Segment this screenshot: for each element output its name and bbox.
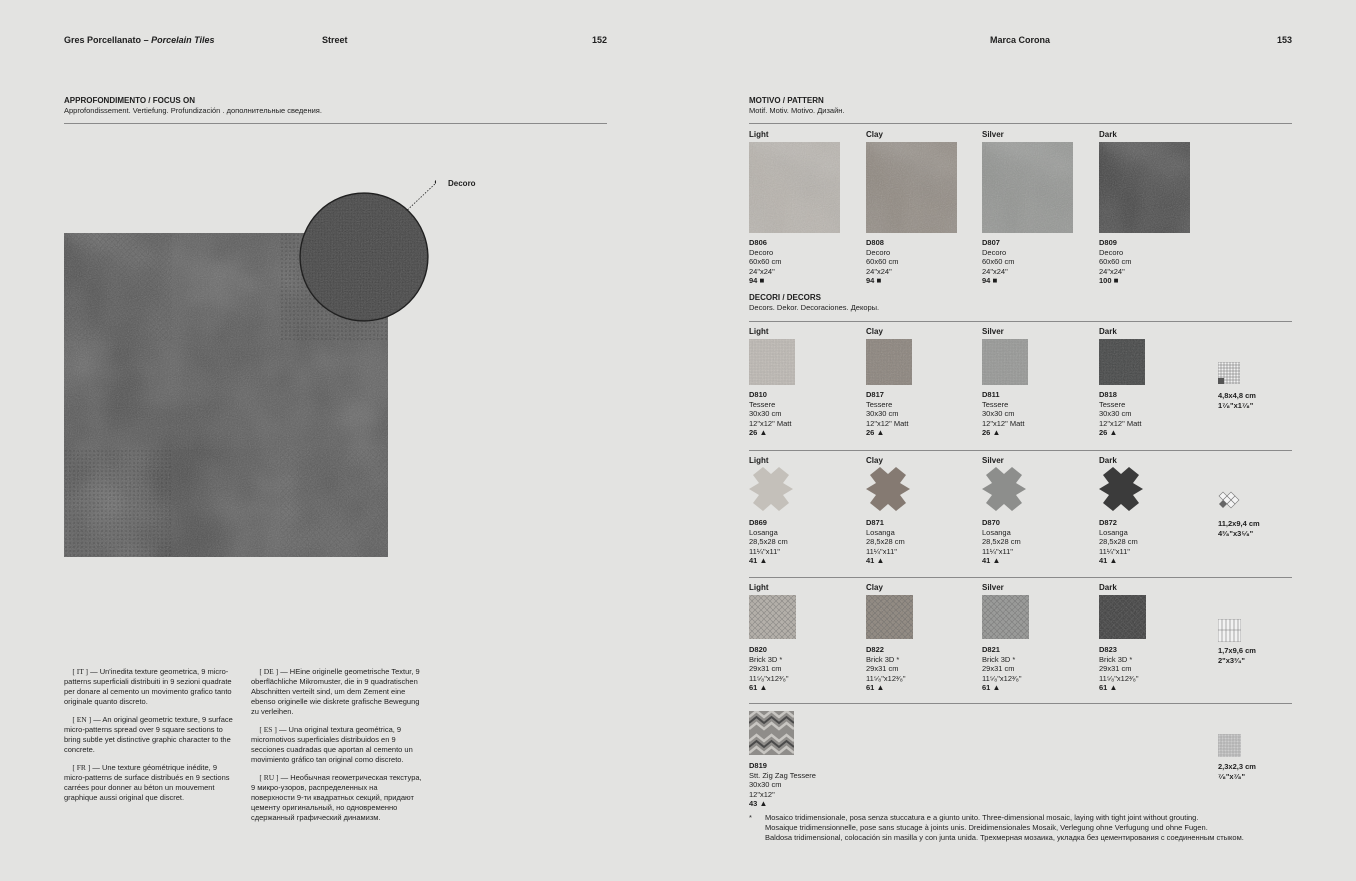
description-column-1 <box>64 667 236 811</box>
product-name: Tessere <box>982 399 1009 409</box>
info-d809 <box>1099 238 1132 286</box>
module-size-inch: 1⁷⁄₈"x1⁷⁄₈" <box>1218 400 1254 410</box>
desc-ru <box>251 773 423 823</box>
product-size-cm: 28,5x28 cm <box>866 537 905 547</box>
swatch-d820 <box>749 595 796 639</box>
motivo-rule <box>749 123 1292 124</box>
square-icon: ■ <box>759 276 765 286</box>
triangle-icon: ▲ <box>1109 556 1118 566</box>
product-code: D811 <box>982 390 1000 399</box>
product-name: Decoro <box>866 247 891 257</box>
triangle-icon: ▲ <box>992 556 1001 566</box>
square-icon: ■ <box>876 276 882 286</box>
product-size-cm: 29x31 cm <box>866 664 899 674</box>
triangle-icon: ▲ <box>876 683 885 693</box>
collection-name: Street <box>322 35 348 45</box>
product-size-inch: 11⁵⁄₈"x12³⁄₈" <box>749 673 789 683</box>
product-pieces: 100 <box>1099 276 1112 286</box>
product-size-cm: 60x60 cm <box>749 257 782 267</box>
product-size-inch: 11¼"x11" <box>982 546 1013 556</box>
desc-fr <box>64 763 236 803</box>
product-size-inch: 11¼"x11" <box>749 546 780 556</box>
swatch-d870 <box>982 467 1026 511</box>
product-code: D808 <box>866 238 884 247</box>
product-code: D822 <box>866 645 884 654</box>
info-d820 <box>749 645 789 693</box>
colhead-silver: Silver <box>982 327 1004 336</box>
swatch-d808 <box>866 142 957 233</box>
info-d807 <box>982 238 1015 286</box>
product-pieces: 26 <box>866 428 875 438</box>
product-size-inch: 24"x24" <box>1099 266 1125 276</box>
desc-en <box>64 715 236 755</box>
callout-label: Decoro <box>448 179 476 188</box>
product-size-inch: 12"x12" Matt <box>866 418 909 428</box>
product-name: Decoro <box>1099 247 1124 257</box>
product-code: D871 <box>866 518 884 527</box>
triangle-icon: ▲ <box>759 556 768 566</box>
desc-es-text: — Una original textura geométrica, 9 micromotivos superficiales distribuidos en 9 secciones cuadradas que aportan al cemento un movimiento gráfico tan original como discreto. <box>251 725 413 764</box>
zigzag-pattern-icon <box>1218 734 1241 757</box>
swatch-d817 <box>866 339 912 385</box>
product-size-cm: 30x30 cm <box>749 409 782 419</box>
footnote-text <box>765 813 1244 843</box>
product-size-cm: 30x30 cm <box>866 409 899 419</box>
swatch-d807 <box>982 142 1073 233</box>
colhead-clay: Clay <box>866 130 883 139</box>
right-header-brand: Marca Corona <box>990 35 1051 45</box>
info-d808 <box>866 238 899 286</box>
colhead-silver: Silver <box>982 130 1004 139</box>
tessere-module-size <box>1218 391 1256 410</box>
losanga-module-size <box>1218 519 1260 538</box>
product-pieces: 41 <box>1099 556 1108 566</box>
lang-tag-es: [ ES ] <box>259 725 277 734</box>
product-size-cm: 30x30 cm <box>749 780 782 790</box>
desc-de <box>251 667 423 717</box>
swatch-d806 <box>749 142 840 233</box>
swatch-d822 <box>866 595 913 639</box>
desc-ru-text: — Необычная геометрическая текстура, 9 микро-узоров, распределенных на поверхности 9-ти квадратных секций, придают цементу оригинальный, но одновременно сдержанный графический динамизм. <box>251 773 422 822</box>
swatch-d821 <box>982 595 1029 639</box>
product-pieces: 61 <box>1099 683 1108 693</box>
product-name: Tessere <box>1099 399 1126 409</box>
info-d869 <box>749 518 788 566</box>
product-size-cm: 29x31 cm <box>982 664 1015 674</box>
left-header-title <box>64 35 214 45</box>
product-name: Decoro <box>982 247 1007 257</box>
product-pieces: 94 <box>982 276 991 286</box>
product-code: D817 <box>866 390 884 399</box>
product-code: D823 <box>1099 645 1117 654</box>
row-rule <box>749 450 1292 451</box>
square-icon: ■ <box>1113 276 1119 286</box>
product-pieces: 61 <box>982 683 991 693</box>
product-name: Losanga <box>866 527 895 537</box>
square-grid-icon <box>1218 362 1240 384</box>
product-name: Tessere <box>866 399 893 409</box>
product-size-inch: 12"x12" Matt <box>749 418 792 428</box>
brand-label: Gres Porcellanato <box>64 35 142 45</box>
product-size-cm: 29x31 cm <box>1099 664 1132 674</box>
colhead-dark: Dark <box>1099 327 1117 336</box>
motivo-title: MOTIVO / PATTERN <box>749 96 824 105</box>
product-size-cm: 29x31 cm <box>749 664 782 674</box>
colhead-clay: Clay <box>866 456 883 465</box>
product-size-inch: 12"x12" Matt <box>982 418 1025 428</box>
lang-tag-fr: [ FR ] <box>72 763 91 772</box>
product-code: D809 <box>1099 238 1117 247</box>
footnote-mark: * <box>749 813 752 822</box>
product-code: D806 <box>749 238 767 247</box>
info-d870 <box>982 518 1021 566</box>
product-name: Stt. Zig Zag Tessere <box>749 770 816 780</box>
product-code: D819 <box>749 761 767 770</box>
product-size-cm: 30x30 cm <box>1099 409 1132 419</box>
triangle-icon: ▲ <box>759 428 768 438</box>
product-size-inch: 11¼"x11" <box>866 546 897 556</box>
product-pieces: 26 <box>982 428 991 438</box>
info-d810 <box>749 390 791 438</box>
product-size-inch: 11¼"x11" <box>1099 546 1130 556</box>
zigzag-module-size <box>1218 762 1256 781</box>
decori-subtitle: Decors. Dekor. Decoraciones. Декоры. <box>749 303 880 312</box>
brick-module-size <box>1218 646 1256 665</box>
product-size-inch: 24"x24" <box>982 266 1008 276</box>
product-pieces: 43 <box>749 799 758 809</box>
colhead-dark: Dark <box>1099 130 1117 139</box>
product-pieces: 94 <box>749 276 758 286</box>
colhead-light: Light <box>749 130 769 139</box>
colhead-silver: Silver <box>982 583 1004 592</box>
product-pieces: 61 <box>749 683 758 693</box>
module-size-inch: 2"x3³⁄₄" <box>1218 655 1245 665</box>
product-name: Losanga <box>1099 527 1128 537</box>
product-code: D818 <box>1099 390 1117 399</box>
colhead-clay: Clay <box>866 327 883 336</box>
colhead-light: Light <box>749 327 769 336</box>
desc-it <box>64 667 236 707</box>
swatch-d810 <box>749 339 795 385</box>
right-page-number: 153 <box>1277 35 1293 45</box>
module-size-cm: 2,3x2,3 cm <box>1218 762 1256 771</box>
product-size-cm: 28,5x28 cm <box>749 537 788 547</box>
triangle-icon: ▲ <box>992 683 1001 693</box>
product-size-cm: 30x30 cm <box>982 409 1015 419</box>
colhead-light: Light <box>749 583 769 592</box>
desc-it-text: — Un'inedita texture geometrica, 9 micro-patterns superficiali distribuiti in 9 sezioni quadrate per donare al cemento un movimento grafico tanto originale quanto discreto. <box>64 667 232 706</box>
square-icon: ■ <box>992 276 998 286</box>
row-rule <box>749 577 1292 578</box>
product-code: D820 <box>749 645 767 654</box>
product-pieces: 61 <box>866 683 875 693</box>
swatch-d819 <box>749 711 794 755</box>
product-name: Tessere <box>749 399 776 409</box>
product-name: Brick 3D * <box>1099 654 1133 664</box>
info-d806 <box>749 238 782 286</box>
product-code: D810 <box>749 390 767 399</box>
desc-en-text: — An original geometric texture, 9 surface micro-patterns spread over 9 square sections to bring subtle yet distinctive graphic character to the concrete. <box>64 715 233 754</box>
product-size-cm: 28,5x28 cm <box>1099 537 1138 547</box>
lang-tag-it: [ IT ] <box>72 667 89 676</box>
module-size-cm: 11,2x9,4 cm <box>1218 519 1260 528</box>
header-dash: – <box>143 35 149 45</box>
decori-rule <box>749 321 1292 322</box>
info-d823 <box>1099 645 1139 693</box>
header-subtitle: Porcelain Tiles <box>151 35 215 45</box>
info-d819 <box>749 761 816 809</box>
brick-pattern-icon <box>1218 619 1241 642</box>
product-code: D821 <box>982 645 1000 654</box>
swatch-d811 <box>982 339 1028 385</box>
lang-tag-de: [ DE ] <box>259 667 279 676</box>
colhead-silver: Silver <box>982 456 1004 465</box>
colhead-dark: Dark <box>1099 456 1117 465</box>
colhead-dark: Dark <box>1099 583 1117 592</box>
desc-es <box>251 725 423 765</box>
description-column-2 <box>251 667 423 831</box>
product-pieces: 26 <box>1099 428 1108 438</box>
swatch-d818 <box>1099 339 1145 385</box>
product-code: D870 <box>982 518 1000 527</box>
swatch-d872 <box>1099 467 1143 511</box>
lang-tag-en: [ EN ] <box>72 715 92 724</box>
info-d818 <box>1099 390 1141 438</box>
footnote-line: Baldosa tridimensional, colocación sin masilla y con junta unida. Трехмерная мозаика, укладка без цементирования с соединенным стыком. <box>765 833 1244 842</box>
product-code: D807 <box>982 238 1000 247</box>
product-name: Brick 3D * <box>866 654 900 664</box>
info-d821 <box>982 645 1022 693</box>
swatch-d823 <box>1099 595 1146 639</box>
decori-title: DECORI / DECORS <box>749 293 822 302</box>
module-size-cm: 1,7x9,6 cm <box>1218 646 1256 655</box>
module-size-cm: 4,8x4,8 cm <box>1218 391 1256 400</box>
row-rule <box>749 703 1292 704</box>
product-pieces: 41 <box>982 556 991 566</box>
info-d822 <box>866 645 906 693</box>
left-page-number: 152 <box>592 35 608 45</box>
product-pieces: 41 <box>749 556 758 566</box>
footnote-line: Mosaico tridimensionale, posa senza stuccatura e a giunto unito. Three-dimensional mosaic, laying with tight joint without grouting. <box>765 813 1199 822</box>
module-size-inch: ⁷⁄₈"x⁷⁄₈" <box>1218 771 1246 781</box>
product-size-inch: 11⁵⁄₈"x12³⁄₈" <box>866 673 906 683</box>
product-code: D869 <box>749 518 767 527</box>
product-size-cm: 60x60 cm <box>1099 257 1132 267</box>
product-size-inch: 12"x12" Matt <box>1099 418 1142 428</box>
focus-subtitle: Approfondissement. Vertiefung. Profundización . дополнительные сведения. <box>64 106 322 115</box>
zoom-callout <box>296 176 436 326</box>
product-size-cm: 28,5x28 cm <box>982 537 1021 547</box>
product-size-inch: 12"x12" <box>749 789 775 799</box>
focus-rule <box>64 123 607 124</box>
colhead-light: Light <box>749 456 769 465</box>
info-d872 <box>1099 518 1138 566</box>
triangle-icon: ▲ <box>876 428 885 438</box>
triangle-icon: ▲ <box>759 799 768 809</box>
footnote-line: Mosaique tridimensionnelle, pose sans stucage à joints unis. Dreidimensionales Mosaik, Verlegung ohne Verfugung und ohne Fugen. <box>765 823 1208 832</box>
product-size-cm: 60x60 cm <box>982 257 1015 267</box>
info-d871 <box>866 518 905 566</box>
triangle-icon: ▲ <box>876 556 885 566</box>
product-name: Decoro <box>749 247 774 257</box>
info-d817 <box>866 390 908 438</box>
product-size-inch: 11⁵⁄₈"x12³⁄₈" <box>1099 673 1139 683</box>
product-pieces: 26 <box>749 428 758 438</box>
product-pieces: 41 <box>866 556 875 566</box>
colhead-clay: Clay <box>866 583 883 592</box>
focus-title: APPROFONDIMENTO / FOCUS ON <box>64 96 195 105</box>
module-size-inch: 4³⁄₈"x3⁵⁄₈" <box>1218 528 1254 538</box>
triangle-icon: ▲ <box>1109 683 1118 693</box>
swatch-d869 <box>749 467 793 511</box>
product-code: D872 <box>1099 518 1117 527</box>
product-size-cm: 60x60 cm <box>866 257 899 267</box>
losanga-pattern-icon <box>1217 490 1241 514</box>
desc-fr-text: — Une texture géométrique inédite, 9 micro-patterns de surface distribués en 9 sections carrées pour donner au béton un mouvement graphique aussi original que discret. <box>64 763 230 802</box>
swatch-d871 <box>866 467 910 511</box>
product-size-inch: 24"x24" <box>866 266 892 276</box>
desc-de-text: — HEine originelle geometrische Textur, 9 oberflächliche Mikromuster, die in 9 quadratischen Abschnitten verteilt sind, um dem Zement eine ebenso originelle wie diskrete grafische Bewegung zu verleihen. <box>251 667 420 716</box>
triangle-icon: ▲ <box>759 683 768 693</box>
product-size-inch: 24"x24" <box>749 266 775 276</box>
swatch-d809 <box>1099 142 1190 233</box>
product-size-inch: 11⁵⁄₈"x12³⁄₈" <box>982 673 1022 683</box>
product-name: Brick 3D * <box>982 654 1016 664</box>
product-name: Losanga <box>982 527 1011 537</box>
info-d811 <box>982 390 1024 438</box>
triangle-icon: ▲ <box>1109 428 1118 438</box>
motivo-subtitle: Motif. Motiv. Motivo. Дизайн. <box>749 106 845 115</box>
product-name: Brick 3D * <box>749 654 783 664</box>
product-name: Losanga <box>749 527 778 537</box>
lang-tag-ru: [ RU ] <box>259 773 279 782</box>
triangle-icon: ▲ <box>992 428 1001 438</box>
product-pieces: 94 <box>866 276 875 286</box>
